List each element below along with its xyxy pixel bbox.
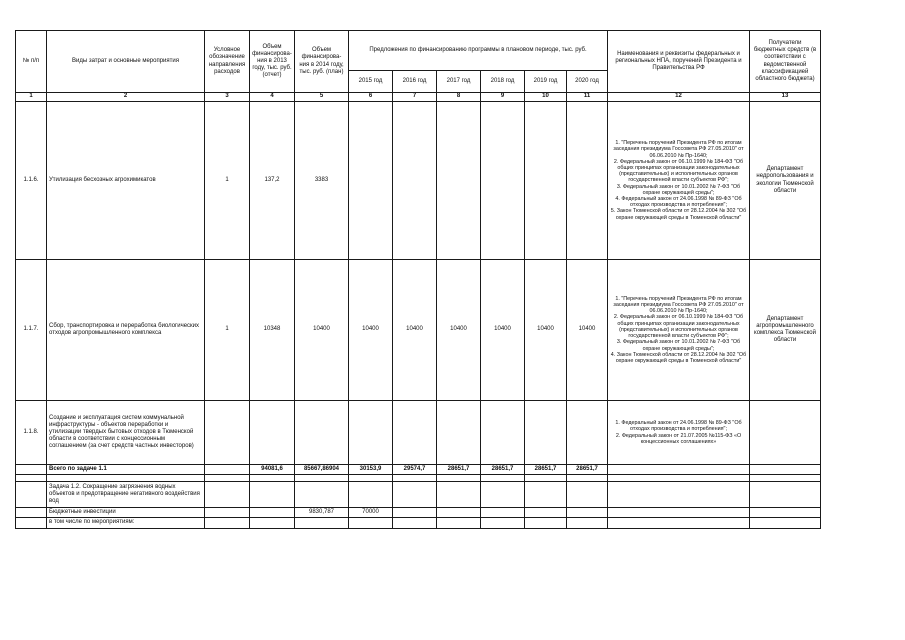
row-y2015 xyxy=(349,102,393,260)
total-v2013: 94081,6 xyxy=(250,465,295,475)
row-y2017: 10400 xyxy=(437,260,481,401)
column-number: 6 xyxy=(349,93,393,102)
row-y2019: 10400 xyxy=(525,260,567,401)
act-item: 1. Федеральный закон от 24.06.1998 № 89-ФЗ "Об отходах производства и потребления"; xyxy=(615,420,742,433)
column-number: 9 xyxy=(481,93,525,102)
header-year: 2016 год xyxy=(393,71,437,93)
total-y2020: 28651,7 xyxy=(567,465,608,475)
act-item: 5. Закон Тюменской области от 28.12.2004 № 302 "Об охране окружающей среды в Тюменской области" xyxy=(610,208,747,221)
table-row xyxy=(16,260,821,401)
table-row xyxy=(16,401,821,465)
row-name: Создание и эксплуатация систем коммунальной инфраструктуры - объектов переработки и утилизации твердых бытовых отходов в Тюменской области в соответствии с концессионным соглашением (за счет средств частных инвесторов) xyxy=(47,401,205,465)
act-item: 4. Федеральный закон от 24.06.1998 № 89-ФЗ "Об отходах производства и потребления"; xyxy=(615,196,742,209)
row-y2016 xyxy=(393,102,437,260)
including-label: в том числе по мероприятиям: xyxy=(47,518,205,528)
total-y2018: 28651,7 xyxy=(481,465,525,475)
row-y2019 xyxy=(525,102,567,260)
row-y2015: 10400 xyxy=(349,260,393,401)
total-v2014: 85667,86904 xyxy=(295,465,349,475)
act-item: 3. Федеральный закон от 10.01.2002 № 7-ФЗ "Об охране окружающей среды"; xyxy=(616,339,741,352)
header-year: 2015 год xyxy=(349,71,393,93)
row-num: 1.1.8. xyxy=(16,401,47,465)
header-recipients: Получатели бюджетных средств (в соответствии с ведомственной классификацией областного бюджета) xyxy=(750,31,821,93)
column-number: 5 xyxy=(295,93,349,102)
row-num: 1.1.7. xyxy=(16,260,47,401)
row-acts xyxy=(608,260,750,401)
row-acts xyxy=(608,102,750,260)
act-item: 2. Федеральный закон от 06.10.1999 № 184-ФЗ "Об общих принципах организации законодательных (представительных) и исполнительных органов государственной власти субъектов РФ"; xyxy=(613,158,744,184)
header-year: 2018 год xyxy=(481,71,525,93)
budget-label: Бюджетные инвестиции xyxy=(47,508,205,518)
column-number: 7 xyxy=(393,93,437,102)
row-name: Утилизация бесхозных агрохимикатов xyxy=(47,102,205,260)
header-code: Условное обозначение направления расходов xyxy=(205,31,250,93)
task-label: Задача 1.2. Сокращение загрязнения водных объектов и предотвращение негативного воздействия вод xyxy=(47,482,205,508)
row-code xyxy=(205,401,250,465)
total-label: Всего по задаче 1.1 xyxy=(47,465,205,475)
row-y2019 xyxy=(525,401,567,465)
column-number: 4 xyxy=(250,93,295,102)
column-number: 12 xyxy=(608,93,750,102)
header-proposals: Предложения по финансированию программы в плановом периоде, тыс. руб. xyxy=(349,31,608,71)
row-recipient: Департамент недропользования и экологии Тюменской области xyxy=(750,102,821,260)
column-number: 3 xyxy=(205,93,250,102)
row-y2020 xyxy=(567,401,608,465)
act-item: 1. "Перечень поручений Президента РФ по итогам заседания президиума Госсовета РФ 27.05.2010" от 06.06.2010 № Пр-1640; xyxy=(613,295,744,315)
row-v2013: 137,2 xyxy=(250,102,295,260)
act-item: 2. Федеральный закон от 21.07.2005 №115-ФЗ «О концессионных соглашениях» xyxy=(615,432,742,445)
row-v2014 xyxy=(295,401,349,465)
budget-y2015: 70000 xyxy=(349,508,393,518)
column-number: 2 xyxy=(47,93,205,102)
row-recipient: Департамент агропромышленного комплекса Тюменской области xyxy=(750,260,821,401)
budget-v2014: 9830,787 xyxy=(295,508,349,518)
row-y2017 xyxy=(437,102,481,260)
task-row xyxy=(16,482,821,508)
header-acts: Наименования и реквизиты федеральных и региональных НПА, поручений Президента и Правительства РФ xyxy=(608,31,750,93)
row-y2020 xyxy=(567,102,608,260)
act-item: 4. Закон Тюменской области от 28.12.2004 № 302 "Об охране окружающей среды в Тюменской области" xyxy=(610,351,747,364)
row-y2017 xyxy=(437,401,481,465)
header-num: № п/п xyxy=(16,31,47,93)
column-number-row xyxy=(16,93,821,102)
total-y2019: 28651,7 xyxy=(525,465,567,475)
row-y2015 xyxy=(349,401,393,465)
column-number: 8 xyxy=(437,93,481,102)
header-vol-2013: Объем финансирова-ния в 2013 году, тыс. руб. (отчет) xyxy=(250,31,295,93)
header-year: 2020 год xyxy=(567,71,608,93)
row-recipient xyxy=(750,401,821,465)
row-code: 1 xyxy=(205,102,250,260)
column-number: 13 xyxy=(750,93,821,102)
total-y2017: 28651,7 xyxy=(437,465,481,475)
including-row xyxy=(16,518,821,528)
table-row xyxy=(16,102,821,260)
act-item: 1. "Перечень поручений Президента РФ по итогам заседания президиума Госсовета РФ 27.05.2010" от 06.06.2010 № Пр-1640; xyxy=(613,140,744,159)
row-y2016 xyxy=(393,401,437,465)
row-v2013: 10348 xyxy=(250,260,295,401)
header-year: 2017 год xyxy=(437,71,481,93)
act-item: 3. Федеральный закон от 10.01.2002 № 7-ФЗ "Об охране окружающей среды"; xyxy=(616,183,741,196)
column-number: 1 xyxy=(16,93,47,102)
budget-table xyxy=(15,30,821,529)
row-code: 1 xyxy=(205,260,250,401)
row-y2018 xyxy=(481,102,525,260)
total-y2015: 30153,9 xyxy=(349,465,393,475)
row-y2020: 10400 xyxy=(567,260,608,401)
column-number: 10 xyxy=(525,93,567,102)
row-y2018 xyxy=(481,401,525,465)
row-v2014: 3383 xyxy=(295,102,349,260)
row-v2014: 10400 xyxy=(295,260,349,401)
total-row xyxy=(16,465,821,475)
column-number: 11 xyxy=(567,93,608,102)
budget-row xyxy=(16,508,821,518)
spacer-row xyxy=(16,475,821,482)
row-name: Сбор, транспортировка и переработка биологических отходов агропромышленного комплекса xyxy=(47,260,205,401)
header-year: 2019 год xyxy=(525,71,567,93)
header-kinds: Виды затрат и основные мероприятия xyxy=(47,31,205,93)
row-acts xyxy=(608,401,750,465)
act-item: 2. Федеральный закон от 06.10.1999 № 184-ФЗ "Об общих принципах организации законодательных (представительных) и исполнительных органов государственной власти субъектов РФ"; xyxy=(613,314,744,340)
row-num: 1.1.6. xyxy=(16,102,47,260)
total-y2016: 29574,7 xyxy=(393,465,437,475)
header-row xyxy=(16,31,821,71)
header-vol-2014: Объем финансирова-ния в 2014 году, тыс. руб. (план) xyxy=(295,31,349,93)
row-v2013 xyxy=(250,401,295,465)
row-y2016: 10400 xyxy=(393,260,437,401)
row-y2018: 10400 xyxy=(481,260,525,401)
